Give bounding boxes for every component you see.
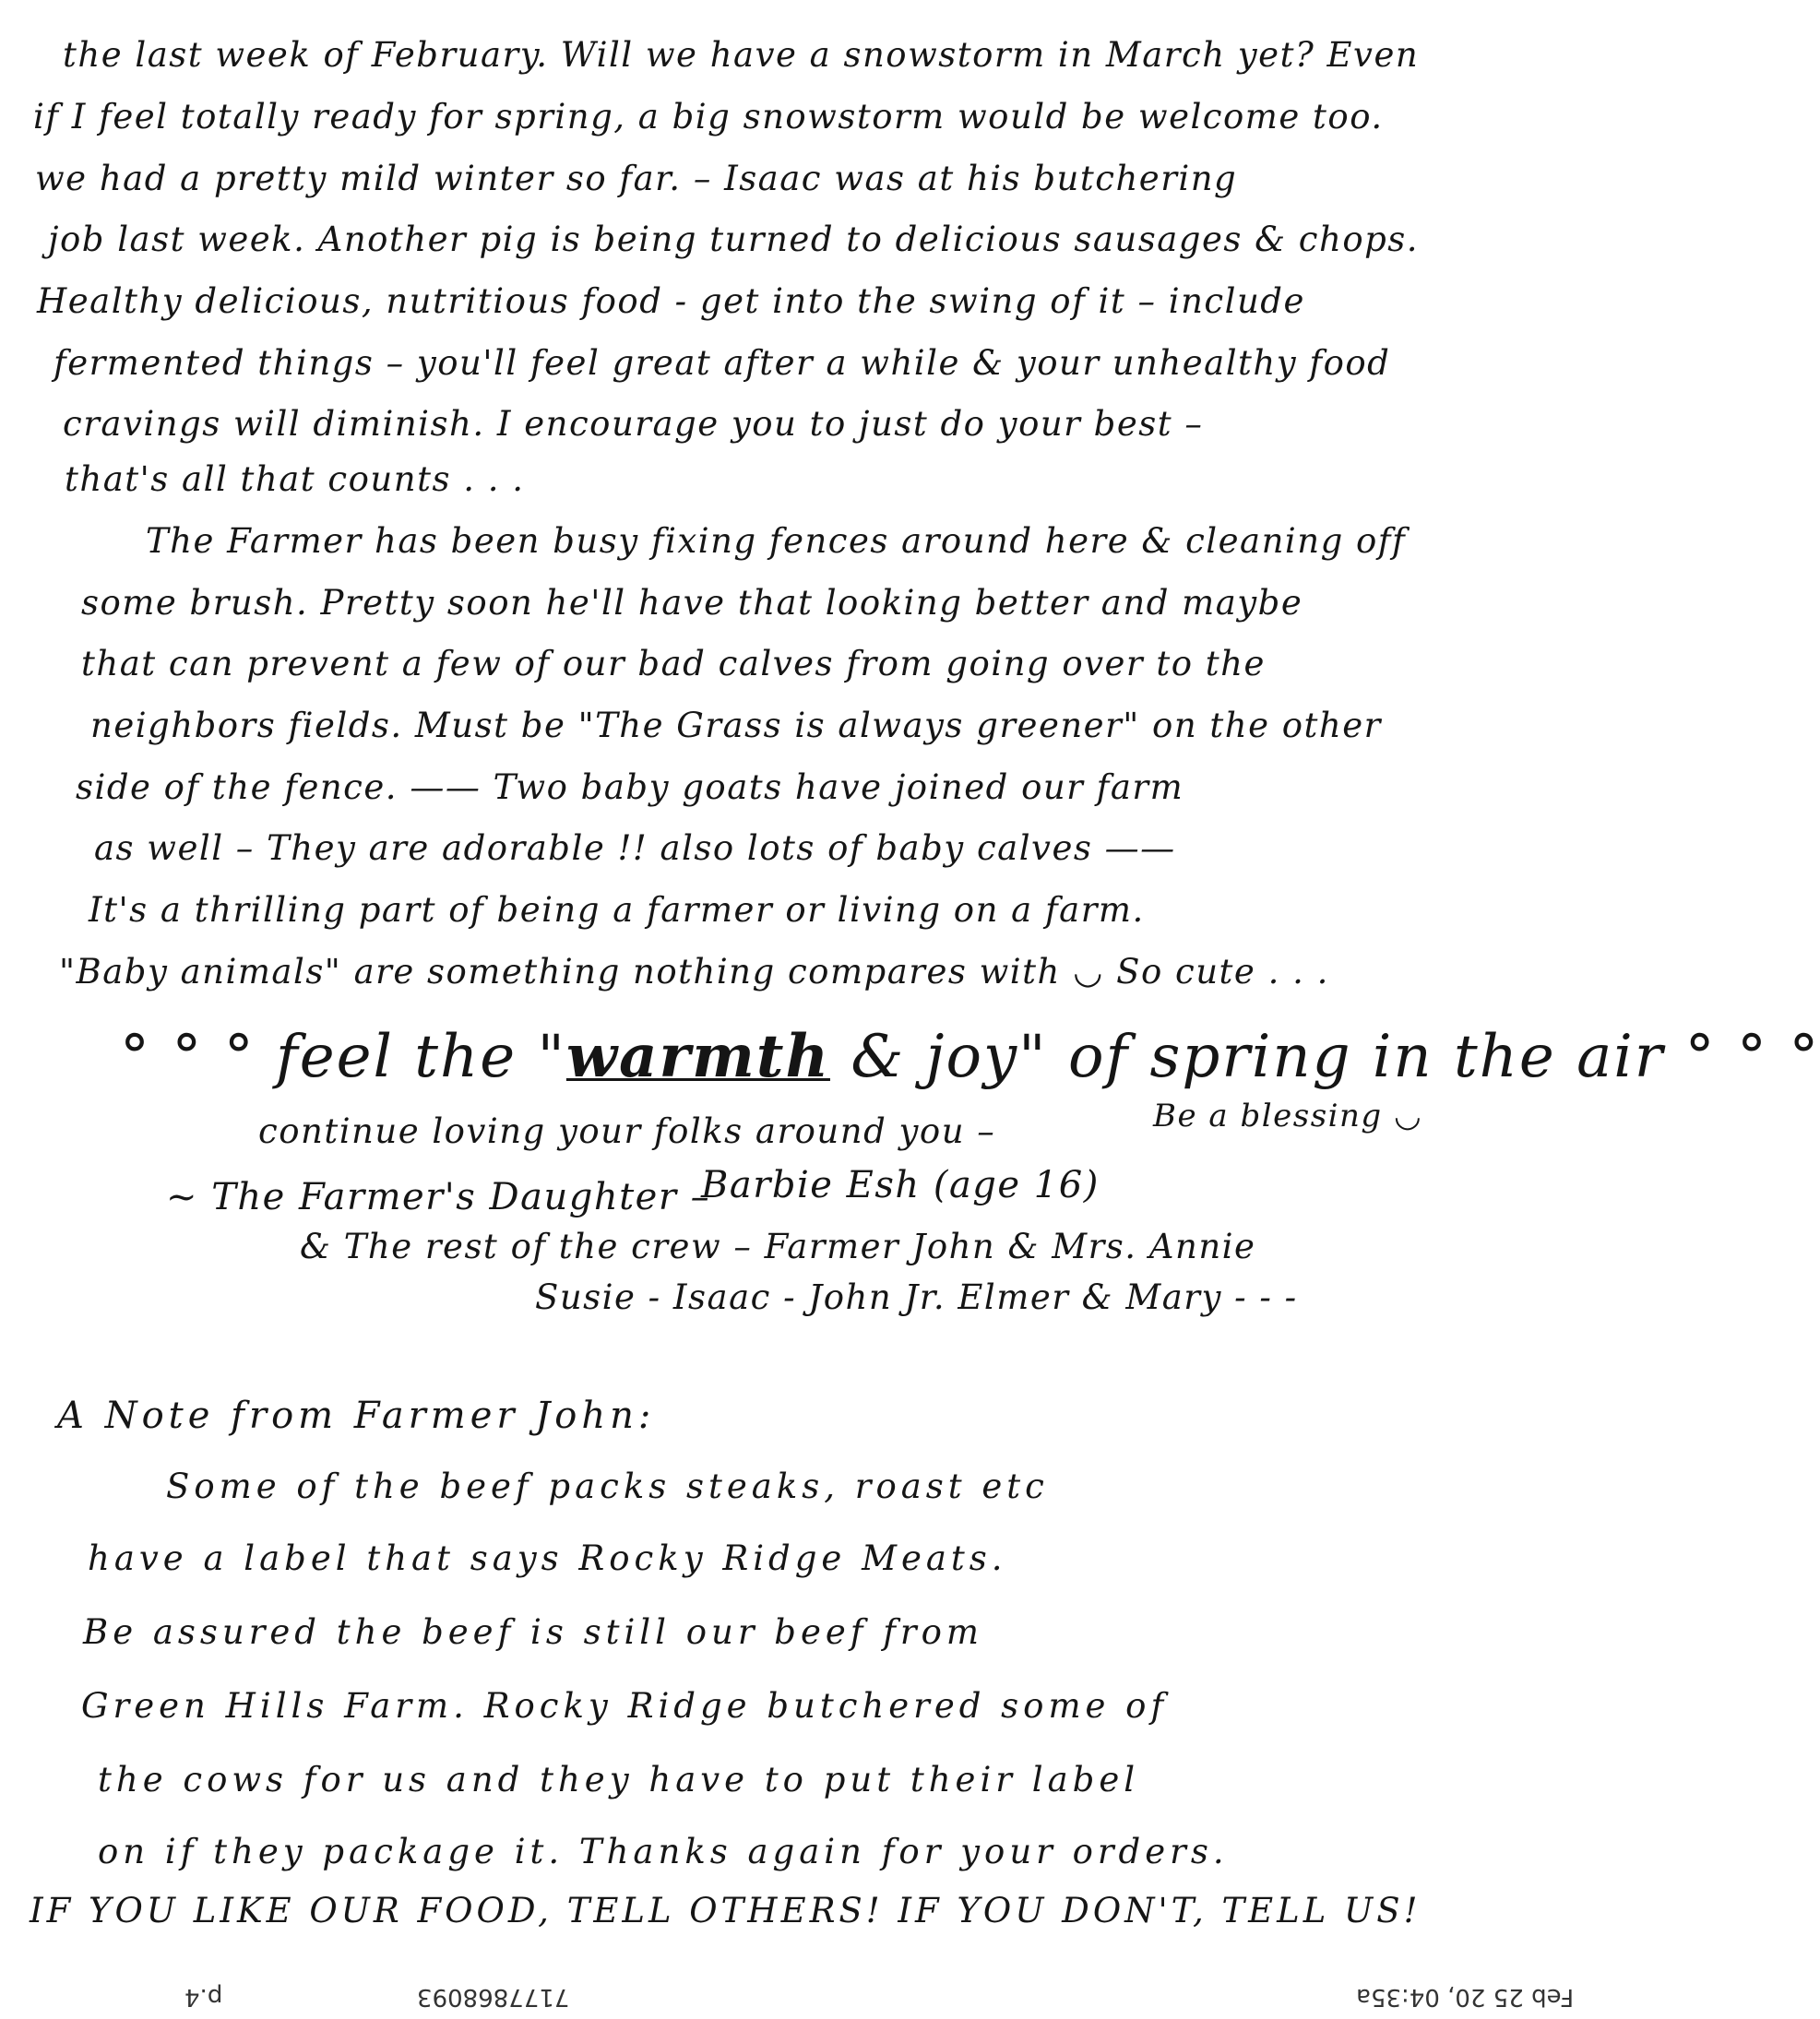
note-line: the cows for us and they have to put their label (98, 1760, 1140, 1799)
signature: Barbie Esh (age 16) (701, 1164, 1100, 1206)
crew-line: & The rest of the crew – Farmer John & Mrs. Annie (300, 1227, 1256, 1266)
letter-line: the last week of February. Will we have a snowstorm in March yet? Even (63, 35, 1420, 75)
letter-line: that's all that counts . . . (65, 459, 525, 499)
letter-line: The Farmer has been busy fixing fences around here & cleaning off (146, 521, 1407, 561)
letter-line: that can prevent a few of our bad calves from going over to the (81, 644, 1266, 683)
letter-line: It's a thrilling part of being a farmer or living on a farm. (89, 890, 1145, 930)
crew-names: Susie - Isaac - John Jr. Elmer & Mary - - - (535, 1277, 1298, 1317)
letter-line: cravings will diminish. I encourage you to just do your best – (63, 404, 1204, 444)
fax-footer (0, 1983, 1594, 2019)
letter-line: if I feel totally ready for spring, a big snowstorm would be welcome too. (33, 97, 1384, 137)
fax-number: 7177868093 (417, 1983, 570, 2011)
letter-line: fermented things – you'll feel great after a while & your unhealthy food (54, 343, 1391, 383)
note-line: on if they package it. Thanks again for your orders. (98, 1832, 1229, 1871)
note-line: Be assured the beef is still our beef from (83, 1612, 983, 1652)
spring-slogan-start: ° ° ° feel the " (120, 1023, 566, 1091)
continue-line: continue loving your folks around you – (258, 1111, 996, 1151)
note-line: Some of the beef packs steaks, roast etc (166, 1467, 1049, 1506)
final-request: IF YOU LIKE OUR FOOD, TELL OTHERS! IF YOU DON'T, TELL US! (30, 1891, 1422, 1930)
letter-line: we had a pretty mild winter so far. – Isaac was at his butchering (35, 159, 1238, 198)
warmth-word: warmth (565, 1022, 830, 1091)
letter-line: Healthy delicious, nutritious food - get into the swing of it – include (37, 281, 1305, 321)
note-line: Green Hills Farm. Rocky Ridge butchered some of (81, 1686, 1169, 1726)
note-line: have a label that says Rocky Ridge Meats. (88, 1538, 1007, 1578)
fax-timestamp: Feb 25 20, 04:35a (1356, 1983, 1575, 2011)
letter-line: "Baby animals" are something nothing compares with ◡ So cute . . . (59, 952, 1329, 992)
letter-line: as well – They are adorable !! also lots of baby calves —— (94, 828, 1176, 868)
daughter-signoff: ~ The Farmer's Daughter – (166, 1176, 711, 1218)
letter-line: neighbors fields. Must be "The Grass is always greener" on the other (90, 706, 1382, 745)
blessing-text: Be a blessing ◡ (1153, 1098, 1423, 1134)
spring-slogan (120, 1022, 1820, 1091)
note-heading: A Note from Farmer John: (57, 1395, 656, 1437)
letter-line: some brush. Pretty soon he'll have that looking better and maybe (81, 583, 1303, 623)
letter-line: job last week. Another pig is being turned to delicious sausages & chops. (48, 220, 1420, 259)
spring-slogan-end: & joy" of spring in the air ° ° ° (829, 1023, 1820, 1091)
letter-line: side of the fence. —— Two baby goats have joined our farm (76, 767, 1184, 807)
fax-page: p.4 (184, 1983, 223, 2011)
